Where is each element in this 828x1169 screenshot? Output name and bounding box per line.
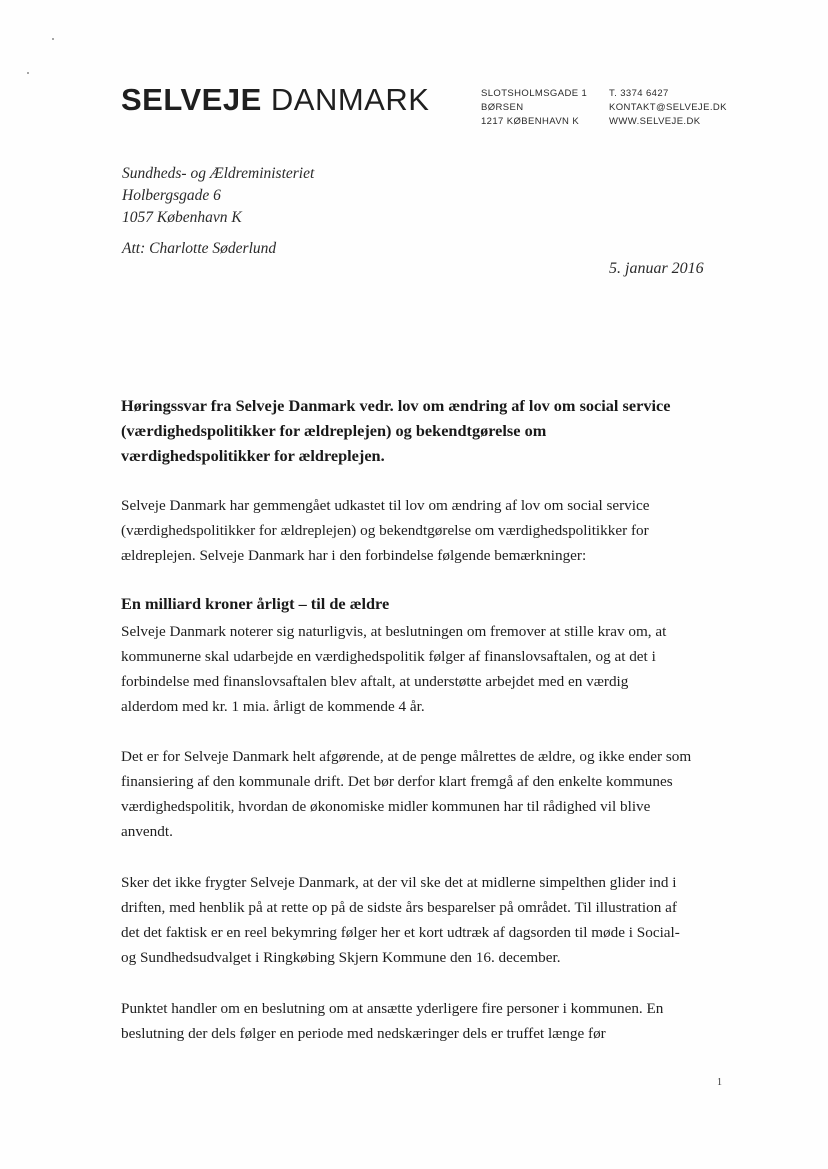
brand-logo [121,82,429,118]
scan-speck [52,38,54,40]
text-line: finansiering af den kommunale drift. Det bør derfor klart fremgå af den enkelte kommunes [121,773,673,790]
text-line: anvendt. [121,823,173,840]
contact-website: WWW.SELVEJE.DK [609,116,701,127]
paragraph-4 [121,996,731,1046]
address-line: SLOTSHOLMSGADE 1 [481,88,588,99]
address-line: BØRSEN [481,102,524,113]
letter-date: 5. januar 2016 [609,260,704,277]
address-line: 1217 KØBENHAVN K [481,116,580,127]
contact-phone: T. 3374 6427 [609,88,669,99]
paragraph-2 [121,744,731,844]
text-line: Punktet handler om en beslutning om at ansætte yderligere fire personer i kommunen. En [121,1000,664,1017]
contact-email: KONTAKT@SELVEJE.DK [609,102,727,113]
attention-line: Att: Charlotte Søderlund [122,240,277,257]
subject-heading [121,393,721,468]
text-line: driften, med henblik på at rette op på de sidste års besparelser på området. Til illustration af [121,899,677,916]
text-line: Sker det ikke frygter Selveje Danmark, at der vil ske det at midlerne simpelthen glider ind i [121,874,677,891]
page-number: 1 [717,1077,722,1088]
brand-bold: SELVEJE [121,82,262,117]
text-line: det det faktisk er en reel bekymring følger her et kort udtræk af dagsorden til møde i Social- [121,924,680,941]
text-line: kommunerne skal udarbejde en værdighedspolitik følger af finanslovsaftalen, og at det i [121,648,656,665]
section-heading: En milliard kroner årligt – til de ældre [121,594,390,613]
text-line: (værdighedspolitikker for ældreplejen) og bekendtgørelse om værdighedspolitikker for [121,522,649,539]
subject-line: Høringssvar fra Selveje Danmark vedr. lov om ændring af lov om social service [121,396,671,415]
recipient-line: 1057 København K [122,209,242,226]
brand-light: DANMARK [270,82,430,117]
subject-line: værdighedspolitikker for ældreplejen. [121,446,385,465]
paragraph-3 [121,870,731,970]
text-line: og Sundhedsudvalget i Ringkøbing Skjern Kommune den 16. december. [121,949,561,966]
text-line: Det er for Selveje Danmark helt afgørende, at de penge målrettes de ældre, og ikke ender som [121,748,692,765]
recipient-address [122,163,314,229]
recipient-line: Sundheds- og Ældreministeriet [122,165,315,182]
text-line: værdighedspolitik, hvordan de økonomiske midler kommunen har til rådighed vil blive [121,798,651,815]
header-contact [609,87,727,129]
scan-speck [27,72,29,74]
text-line: Selveje Danmark noterer sig naturligvis, at beslutningen om fremover at stille krav om, at [121,623,667,640]
subject-line: (værdighedspolitikker for ældreplejen) og bekendtgørelse om [121,421,547,440]
header-address [481,87,587,129]
text-line: beslutning der dels følger en periode med nedskæringer dels er truffet længe før [121,1025,606,1042]
text-line: alderdom med kr. 1 mia. årligt de kommende 4 år. [121,698,425,715]
text-line: Selveje Danmark har gemmengået udkastet til lov om ændring af lov om social service [121,497,650,514]
recipient-line: Holbergsgade 6 [122,187,221,204]
intro-paragraph [121,493,731,568]
paragraph-1 [121,619,731,719]
text-line: forbindelse med finanslovsaftalen blev aftalt, at understøtte arbejdet med en værdig [121,673,629,690]
text-line: ældreplejen. Selveje Danmark har i den forbindelse følgende bemærkninger: [121,547,587,564]
